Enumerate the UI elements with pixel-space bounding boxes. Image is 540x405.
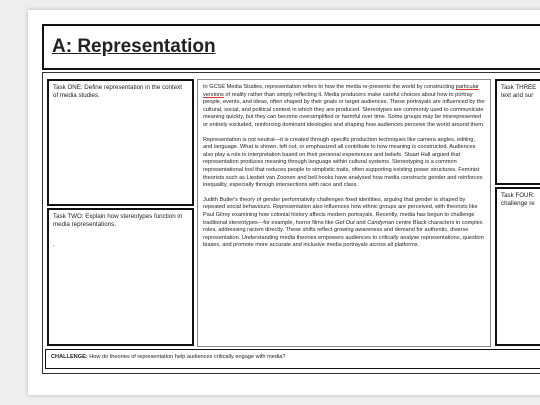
- task-two-label: Task TWO: Explain how stereotypes function in media representations.: [53, 213, 183, 228]
- body-text-panel: [197, 79, 491, 347]
- task-four-cont: challenge re: [501, 200, 535, 207]
- challenge-text: How do theories of representation help audiences critically engage with media?: [87, 354, 286, 360]
- task-three-box[interactable]: [495, 79, 540, 185]
- task-three-label: Task THREE: [501, 84, 537, 91]
- task-two-extra: .: [53, 241, 55, 248]
- spelling-underline: particular versions: [203, 84, 479, 98]
- challenge-label: CHALLENGE:: [51, 354, 88, 360]
- body-paragraph-2: Representation is not neutral—it is created through specific production techniques like camera angles, editing, and language. What is shown, left out, or emphasized all contribute to how meaning is constructed. Audiences also play a role in interpretation based on their personal experiences and beliefs. Stuart Hall argued that representation produces meaning through language within cultural systems. Stereotyping is a common representational tool that reduces people to simplistic traits, often supporting existing power structures. Feminist theorists such as Liesbet van Zoonen and bell hooks have analysed how media constructs gender and reinforces inequality, especially through intersections with race and class.: [203, 136, 483, 189]
- task-two-box[interactable]: [47, 208, 194, 346]
- body-paragraph-3: Judith Butler's theory of gender performativity challenges fixed identities, arguing that gender is shaped by repeated social behaviours. Representation also influences how ethnic groups are perceived, with theorists like Paul Gilroy examining how colonial history affects modern portrayals. Recently, media has begun to challenge traditional stereotypes—for example, horror films like Get Out and Candyman centre Black characters in complex roles, addressing racism directly. These shifts reflect growing awareness and demand for authentic, diverse representation. Understanding media theories empowers audiences to critically analyse representations, question biases, and promote more accurate and inclusive media portrayals across all platforms.: [203, 196, 484, 249]
- task-four-label: Task FOUR:: [501, 192, 535, 199]
- film-title-get-out: Get Out: [335, 219, 355, 226]
- title-box: [42, 24, 540, 70]
- film-title-candyman: Candyman: [367, 219, 395, 226]
- body-paragraph-1: In GCSE Media Studies, representation refers to how the media re-presents the world by constructing particular versions of reality rather than simply reflecting it. Media producers make careful choices about how to portray people, events, and ideas, often shaped by their goals or target audiences. These portrayals are influenced by the cultural, social, and political context in which they are produced. Stereotypes are commonly used to communicate meaning quickly, but they can become oversimplified or harmful over time. Some groups may be misrepresented or entirely excluded, reinforcing dominant ideologies and shaping how audiences perceive the world around them.: [203, 84, 485, 128]
- task-one-box[interactable]: [47, 79, 194, 206]
- task-one-label: Task ONE: Define representation in the context of media studies.: [53, 84, 182, 99]
- task-three-cont: text and sur: [501, 92, 534, 99]
- page-title: A: Representation: [52, 36, 216, 57]
- task-four-box[interactable]: [495, 187, 540, 346]
- challenge-box[interactable]: [45, 349, 540, 369]
